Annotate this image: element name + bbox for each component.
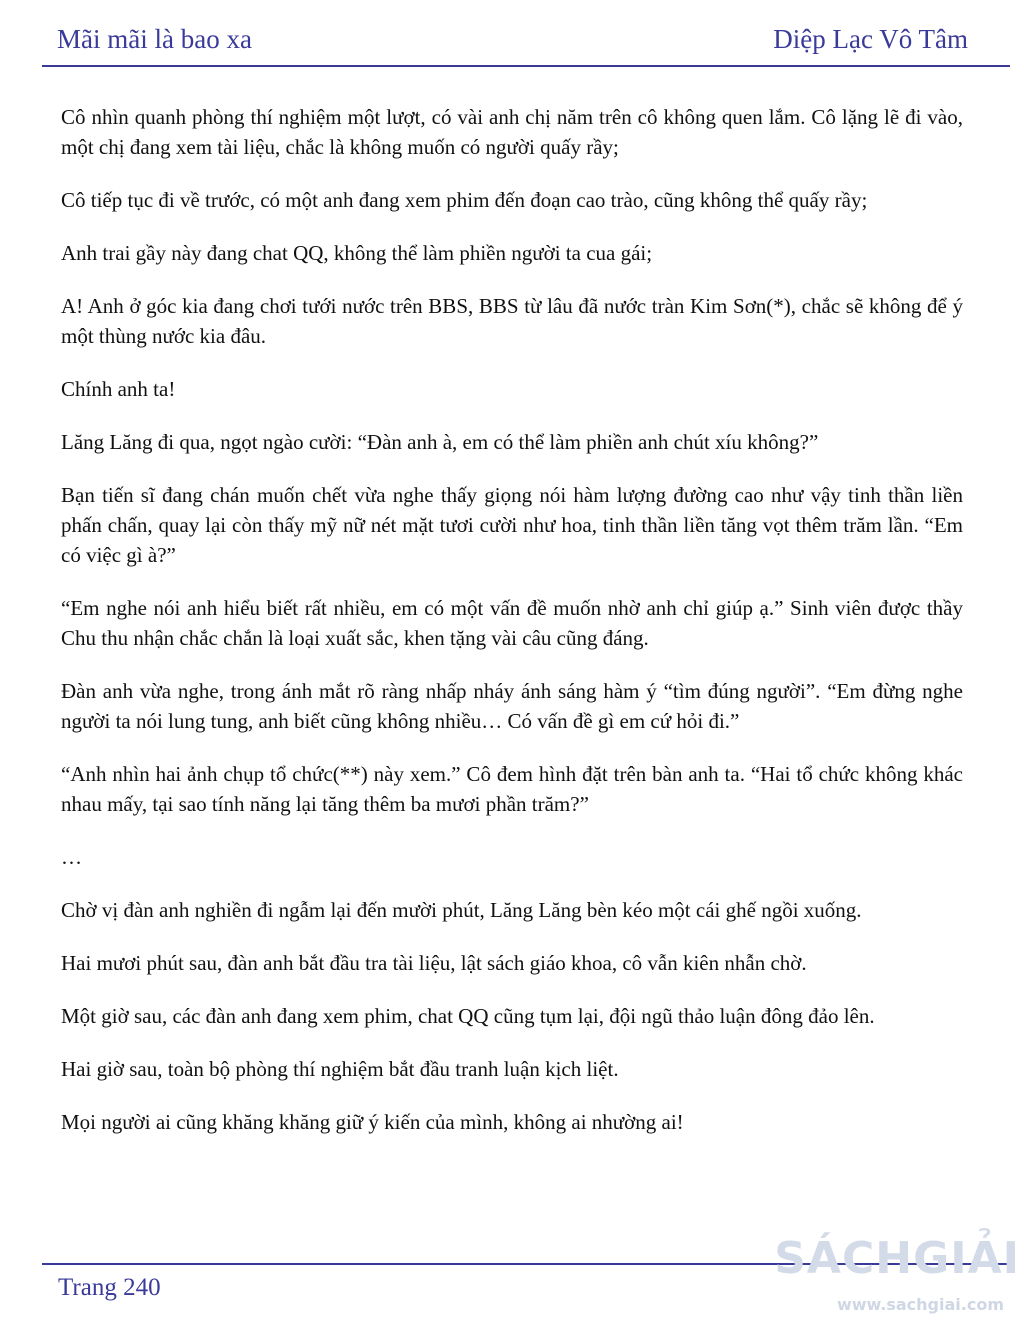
paragraph: Anh trai gầy này đang chat QQ, không thể làm phiền người ta cua gái;	[61, 241, 653, 265]
paragraph: Chính anh ta!	[61, 377, 176, 401]
paragraph: Chờ vị đàn anh nghiền đi ngẫm lại đến mười phút, Lăng Lăng bèn kéo một cái ghế ngồi xuống.	[61, 898, 862, 922]
watermark-logo: SÁCHGIẢI	[774, 1233, 1020, 1284]
page-body	[61, 102, 963, 1160]
paragraph: Hai mươi phút sau, đàn anh bắt đầu tra tài liệu, lật sách giáo khoa, cô vẫn kiên nhẫn chờ.	[61, 951, 807, 975]
book-author: Diệp Lạc Vô Tâm	[773, 24, 968, 54]
paragraph: A! Anh ở góc kia đang chơi tưới nước trên BBS, BBS từ lâu đã nước tràn Kim Sơn(*), chắc sẽ không để ý một thùng nước kia đâu.	[61, 294, 963, 348]
paragraph: Cô nhìn quanh phòng thí nghiệm một lượt, có vài anh chị năm trên cô không quen lắm. Cô lặng lẽ đi vào, một chị đang xem tài liệu, chắc là không muốn có người quấy rầy;	[61, 105, 963, 159]
paragraph: Một giờ sau, các đàn anh đang xem phim, chat QQ cũng tụm lại, đội ngũ thảo luận đông đảo lên.	[61, 1004, 875, 1028]
paragraph: Lăng Lăng đi qua, ngọt ngào cười: “Đàn anh à, em có thể làm phiền anh chút xíu không?”	[61, 430, 819, 454]
paragraph: Cô tiếp tục đi về trước, có một anh đang xem phim đến đoạn cao trào, cũng không thể quấy rầy;	[61, 188, 868, 212]
paragraph: Bạn tiến sĩ đang chán muốn chết vừa nghe thấy giọng nói hàm lượng đường cao như vậy tinh thần liền phấn chấn, quay lại còn thấy mỹ nữ nét mặt tươi cười như hoa, tinh thần liền tăng vọt thêm trăm lần. “Em có việc gì à?”	[61, 483, 963, 567]
header-divider	[42, 65, 1010, 67]
watermark-url: www.sachgiai.com	[836, 1295, 1004, 1314]
paragraph: “Em nghe nói anh hiểu biết rất nhiều, em có một vấn đề muốn nhờ anh chỉ giúp ạ.” Sinh viên được thầy Chu thu nhận chắc chắn là loại xuất sắc, khen tặng vài câu cũng đáng.	[61, 596, 963, 650]
paragraph: “Anh nhìn hai ảnh chụp tổ chức(**) này xem.” Cô đem hình đặt trên bàn anh ta. “Hai tổ chức không khác nhau mấy, tại sao tính năng lại tăng thêm ba mươi phần trăm?”	[61, 762, 963, 816]
page-header	[57, 24, 968, 62]
ellipsis-line: …	[61, 845, 82, 869]
paragraph: Hai giờ sau, toàn bộ phòng thí nghiệm bắt đầu tranh luận kịch liệt.	[61, 1057, 619, 1081]
page-number: Trang 240	[58, 1274, 161, 1301]
paragraph: Đàn anh vừa nghe, trong ánh mắt rõ ràng nhấp nháy ánh sáng hàm ý “tìm đúng người”. “Em đừng nghe người ta nói lung tung, anh biết cũng không nhiều… Có vấn đề gì em cứ hỏi đi.”	[61, 679, 963, 733]
paragraph: Mọi người ai cũng khăng khăng giữ ý kiến của mình, không ai nhường ai!	[61, 1110, 684, 1134]
watermark	[774, 1225, 1024, 1325]
book-title: Mãi mãi là bao xa	[57, 24, 252, 54]
